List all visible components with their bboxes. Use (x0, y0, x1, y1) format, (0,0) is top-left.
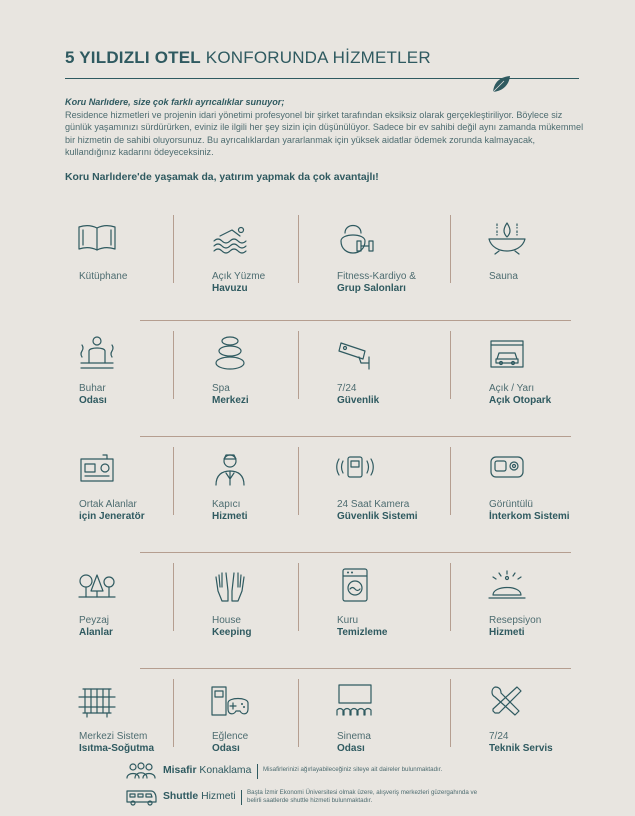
service-item (198, 447, 318, 543)
guests-icon (125, 762, 157, 780)
service-label-line1: 7/24 (489, 731, 509, 742)
service-item (475, 215, 595, 311)
services-row (65, 321, 575, 437)
service-item (65, 447, 185, 543)
service-label-line1: Merkezi Sistem (79, 731, 148, 742)
service-label-line2: Hizmeti (212, 511, 248, 522)
spa-stones-icon (210, 335, 250, 371)
book-icon (77, 219, 117, 255)
service-item (65, 563, 185, 659)
car-garage-icon (487, 335, 527, 371)
service-label-line1: House (212, 615, 241, 626)
guest-note: Misafirlerinizi ağırlayabileceğiniz siteye ait daireler bulunmaktadır. (263, 766, 443, 773)
service-label-line1: Açık Yüzme (212, 271, 266, 282)
service-item (198, 563, 318, 659)
service-item (323, 331, 443, 427)
intro-lead: Koru Narlıdere, size çok farklı ayrıcalıklar sunuyor; (65, 97, 285, 107)
doorman-icon (210, 451, 250, 487)
service-label-line1: Buhar (79, 383, 106, 394)
sauna-bowl-icon (487, 219, 527, 255)
service-label-line2: Odası (337, 743, 365, 754)
column-divider (298, 215, 299, 283)
shuttle-note-line1: Başta İzmir Ekonomi Üniversitesi olmak üzere, alışveriş merkezleri güzergahında ve (247, 789, 478, 796)
service-label-line2: Güvenlik Sistemi (337, 511, 418, 522)
service-item (198, 679, 318, 775)
page-title (65, 48, 431, 68)
service-label-line1: Ortak Alanlar (79, 499, 137, 510)
service-label-line2: için Jeneratör (79, 511, 145, 522)
service-label-line2: Güvenlik (337, 395, 380, 406)
service-label-line2: Açık Otopark (489, 395, 552, 406)
camera-system-icon (335, 451, 375, 487)
service-item (198, 215, 318, 311)
service-item (475, 679, 595, 775)
service-item (323, 563, 443, 659)
service-item (475, 563, 595, 659)
service-label-line2: Alanlar (79, 627, 113, 638)
service-item (198, 331, 318, 427)
service-label-line2: Temizleme (337, 627, 388, 638)
service-item (323, 215, 443, 311)
guest-title: Misafir Konaklama (163, 765, 252, 776)
footer-separator (257, 764, 258, 779)
service-label-line1: Spa (212, 383, 230, 394)
service-label-line2: Odası (212, 743, 240, 754)
service-item (65, 331, 185, 427)
service-item (65, 215, 185, 311)
service-label-line2: Hizmeti (489, 627, 525, 638)
service-label-line1: Kütüphane (79, 271, 128, 282)
column-divider (173, 215, 174, 283)
column-divider (173, 447, 174, 515)
column-divider (173, 331, 174, 399)
shuttle-note-line2: belirli saatlerde shuttle hizmeti bulunmaktadır. (247, 796, 373, 804)
service-item (65, 679, 185, 775)
kettlebell-icon (335, 219, 375, 255)
services-row (65, 553, 575, 669)
steam-person-icon (77, 335, 117, 371)
service-label-line1: Açık / Yarı (489, 383, 535, 394)
service-label-line1: 7/24 (337, 383, 357, 394)
service-label-line2: Grup Salonları (337, 283, 406, 294)
gloves-icon (210, 567, 250, 603)
services-row (65, 205, 575, 321)
service-label-line1: Görüntülü (489, 499, 533, 510)
service-label-line2: Merkezi (212, 395, 249, 406)
service-label-line1: Eğlence (212, 731, 249, 742)
column-divider (450, 679, 451, 747)
services-row (65, 437, 575, 553)
title-bold: 5 YILDIZLI OTEL (65, 48, 201, 67)
service-label-line2: Teknik Servis (489, 743, 553, 754)
swimmer-icon (210, 219, 250, 255)
service-label-line2: Isıtma-Soğutma (79, 743, 155, 754)
column-divider (298, 331, 299, 399)
column-divider (450, 563, 451, 631)
gamepad-icon (210, 683, 250, 719)
shuttle-title: Shuttle Hizmeti (163, 791, 236, 802)
column-divider (173, 563, 174, 631)
intro-body: Residence hizmetleri ve projenin idari yönetimi profesyonel bir şirket tarafından eksiksiz olarak gerçekleştiriliyor. Böylece siz günlük yaşamınızı sürdürürken, eviniz ile ilgili her şey sizin için düşünülüyor. Sadece bir ev sahibi değil aynı zamanda mükemmel bir hizmetin de sahibi oluyorsunuz. Bu ayrıcalıklardan yararlanmak için yüksek aidatlar ödemek zorunda kalmayacak, kullandığınız kadarını ödeyeceksiniz. (65, 109, 584, 158)
services-grid (65, 205, 575, 785)
intercom-icon (487, 451, 527, 487)
service-label-line2: Odası (79, 395, 107, 406)
cinema-icon (335, 683, 375, 719)
column-divider (450, 331, 451, 399)
service-item (323, 447, 443, 543)
tools-icon (487, 683, 527, 719)
service-label-line2: Keeping (212, 627, 252, 638)
shuttle-bus-icon (125, 788, 157, 806)
leaf-icon (490, 74, 512, 94)
footer-separator (241, 790, 242, 805)
washing-machine-icon (335, 567, 375, 603)
column-divider (173, 679, 174, 747)
service-label-line1: Resepsiyon (489, 615, 542, 626)
service-label-line1: Sauna (489, 271, 518, 282)
service-label-line2: İnterkom Sistemi (489, 511, 570, 522)
column-divider (298, 563, 299, 631)
trees-icon (77, 567, 117, 603)
column-divider (450, 215, 451, 283)
tagline: Koru Narlıdere'de yaşamak da, yatırım yapmak da çok avantajlı! (65, 172, 379, 183)
service-label-line1: Kapıcı (212, 499, 241, 510)
column-divider (298, 679, 299, 747)
radiator-icon (77, 683, 117, 719)
security-camera-icon (335, 335, 375, 371)
service-label-line1: Kuru (337, 615, 359, 626)
service-label-line1: 24 Saat Kamera (337, 499, 410, 510)
column-divider (450, 447, 451, 515)
service-label-line1: Peyzaj (79, 615, 110, 626)
title-rest: KONFORUNDA HİZMETLER (200, 48, 431, 67)
service-item (475, 331, 595, 427)
intro-text (65, 96, 585, 159)
reception-bell-icon (487, 567, 527, 603)
generator-icon (77, 451, 117, 487)
service-item (475, 447, 595, 543)
shuttle-note (247, 789, 477, 804)
service-label-line2: Havuzu (212, 283, 248, 294)
service-item (323, 679, 443, 775)
service-label-line1: Fitness-Kardiyo & (337, 271, 416, 282)
service-label-line1: Sinema (337, 731, 371, 742)
column-divider (298, 447, 299, 515)
